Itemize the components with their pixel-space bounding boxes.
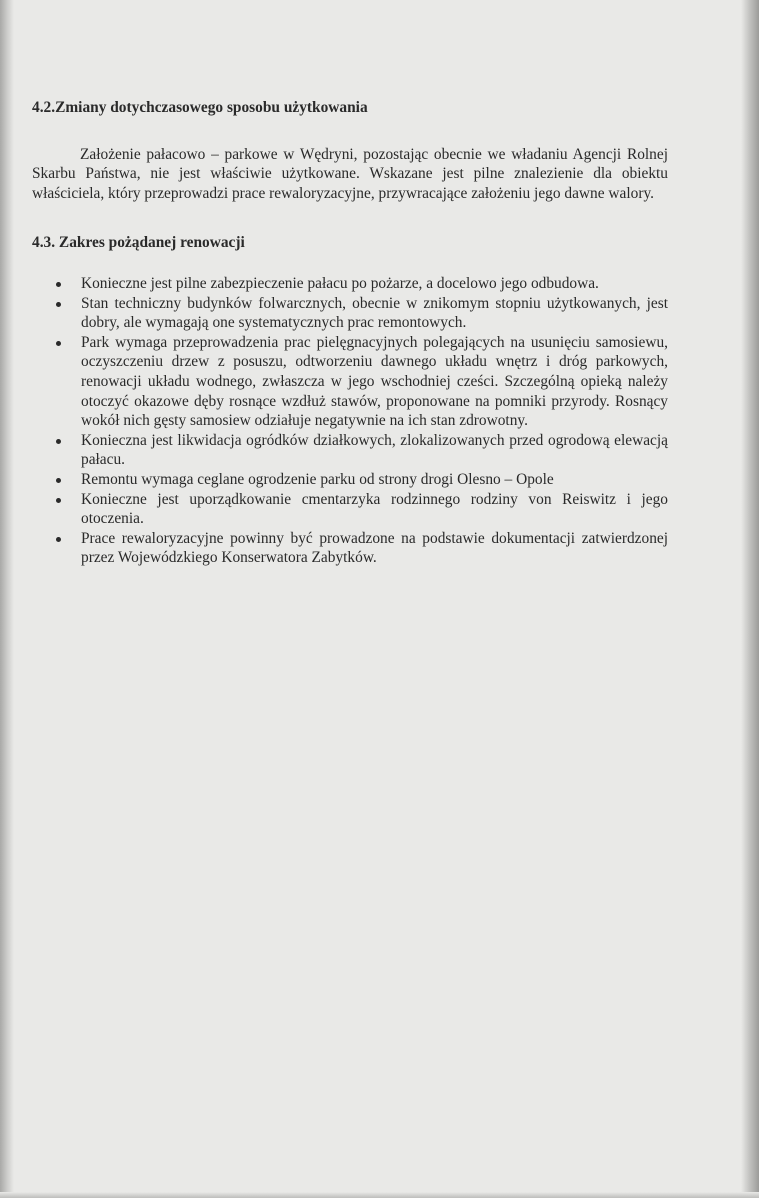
section-heading-4-3: 4.3. Zakres pożądanej renowacji [32, 234, 245, 252]
list-item-text: Remontu wymaga ceglane ogrodzenie parku od strony drogi Olesno – Opole [81, 470, 554, 488]
list-item-text: Stan techniczny budynków folwarcznych, obecnie w znikomym stopniu użytkowanych, jest dobry, ale wymagają one systematycznych prac remontowych. [81, 294, 668, 332]
list-item [32, 431, 668, 470]
list-item-text: Konieczna jest likwidacja ogródków działkowych, zlokalizowanych przed ogrodową elewacją pałacu. [81, 431, 668, 469]
list-item [32, 294, 668, 333]
list-item-text: Konieczne jest uporządkowanie cmentarzyka rodzinnego rodziny von Reiswitz i jego otoczenia. [81, 490, 668, 528]
list-item-text: Konieczne jest pilne zabezpieczenie pałacu po pożarze, a docelowo jego odbudowa. [81, 274, 599, 292]
list-item-text: Prace rewaloryzacyjne powinny być prowadzone na podstawie dokumentacji zatwierdzonej przez Wojewódzkiego Konserwatora Zabytków. [81, 529, 668, 567]
list-item [32, 333, 668, 431]
scan-shadow-right [741, 0, 759, 1198]
bullet-icon [56, 282, 61, 287]
document-page [32, 98, 668, 568]
bullet-icon [56, 302, 61, 307]
list-item [32, 529, 668, 568]
renovation-list [32, 274, 668, 568]
bullet-icon [56, 537, 61, 542]
bullet-icon [56, 341, 61, 346]
bullet-icon [56, 478, 61, 483]
list-item [32, 490, 668, 529]
section-4-2-paragraph: Założenie pałacowo – parkowe w Wędryni, pozostając obecnie we władaniu Agencji Rolnej Skarbu Państwa, nie jest właściwie użytkowane. Wskazane jest pilne znalezienie dla obiektu właściciela, który przeprowadzi prace rewaloryzacyjne, przywracające założeniu jego dawne walory. [32, 145, 668, 202]
scan-shadow-left [0, 0, 14, 1198]
bullet-icon [56, 439, 61, 444]
list-item-text: Park wymaga przeprowadzenia prac pielęgnacyjnych polegających na usunięciu samosiewu, oczyszczeniu drzew z posuszu, odtworzeniu dawnego układu wnętrz i dróg parkowych, renowacji układu wodnego, zwłaszcza w jego wschodniej cześci. Szczególną opieką należy otoczyć okazowe dęby rosnące wzdłuż stawów, proponowane na pomniki przyrody. Rosnący wokół nich gęsty samosiew odziałuje negatywnie na ich stan zdrowotny. [81, 333, 668, 430]
list-item [32, 470, 668, 490]
bullet-icon [56, 498, 61, 503]
list-item [32, 274, 668, 294]
section-4-3 [32, 233, 668, 568]
scan-shadow-bottom [0, 1192, 759, 1198]
section-4-2 [32, 98, 668, 203]
section-heading-4-2: 4.2.Zmiany dotychczasowego sposobu użytkowania [32, 99, 368, 116]
